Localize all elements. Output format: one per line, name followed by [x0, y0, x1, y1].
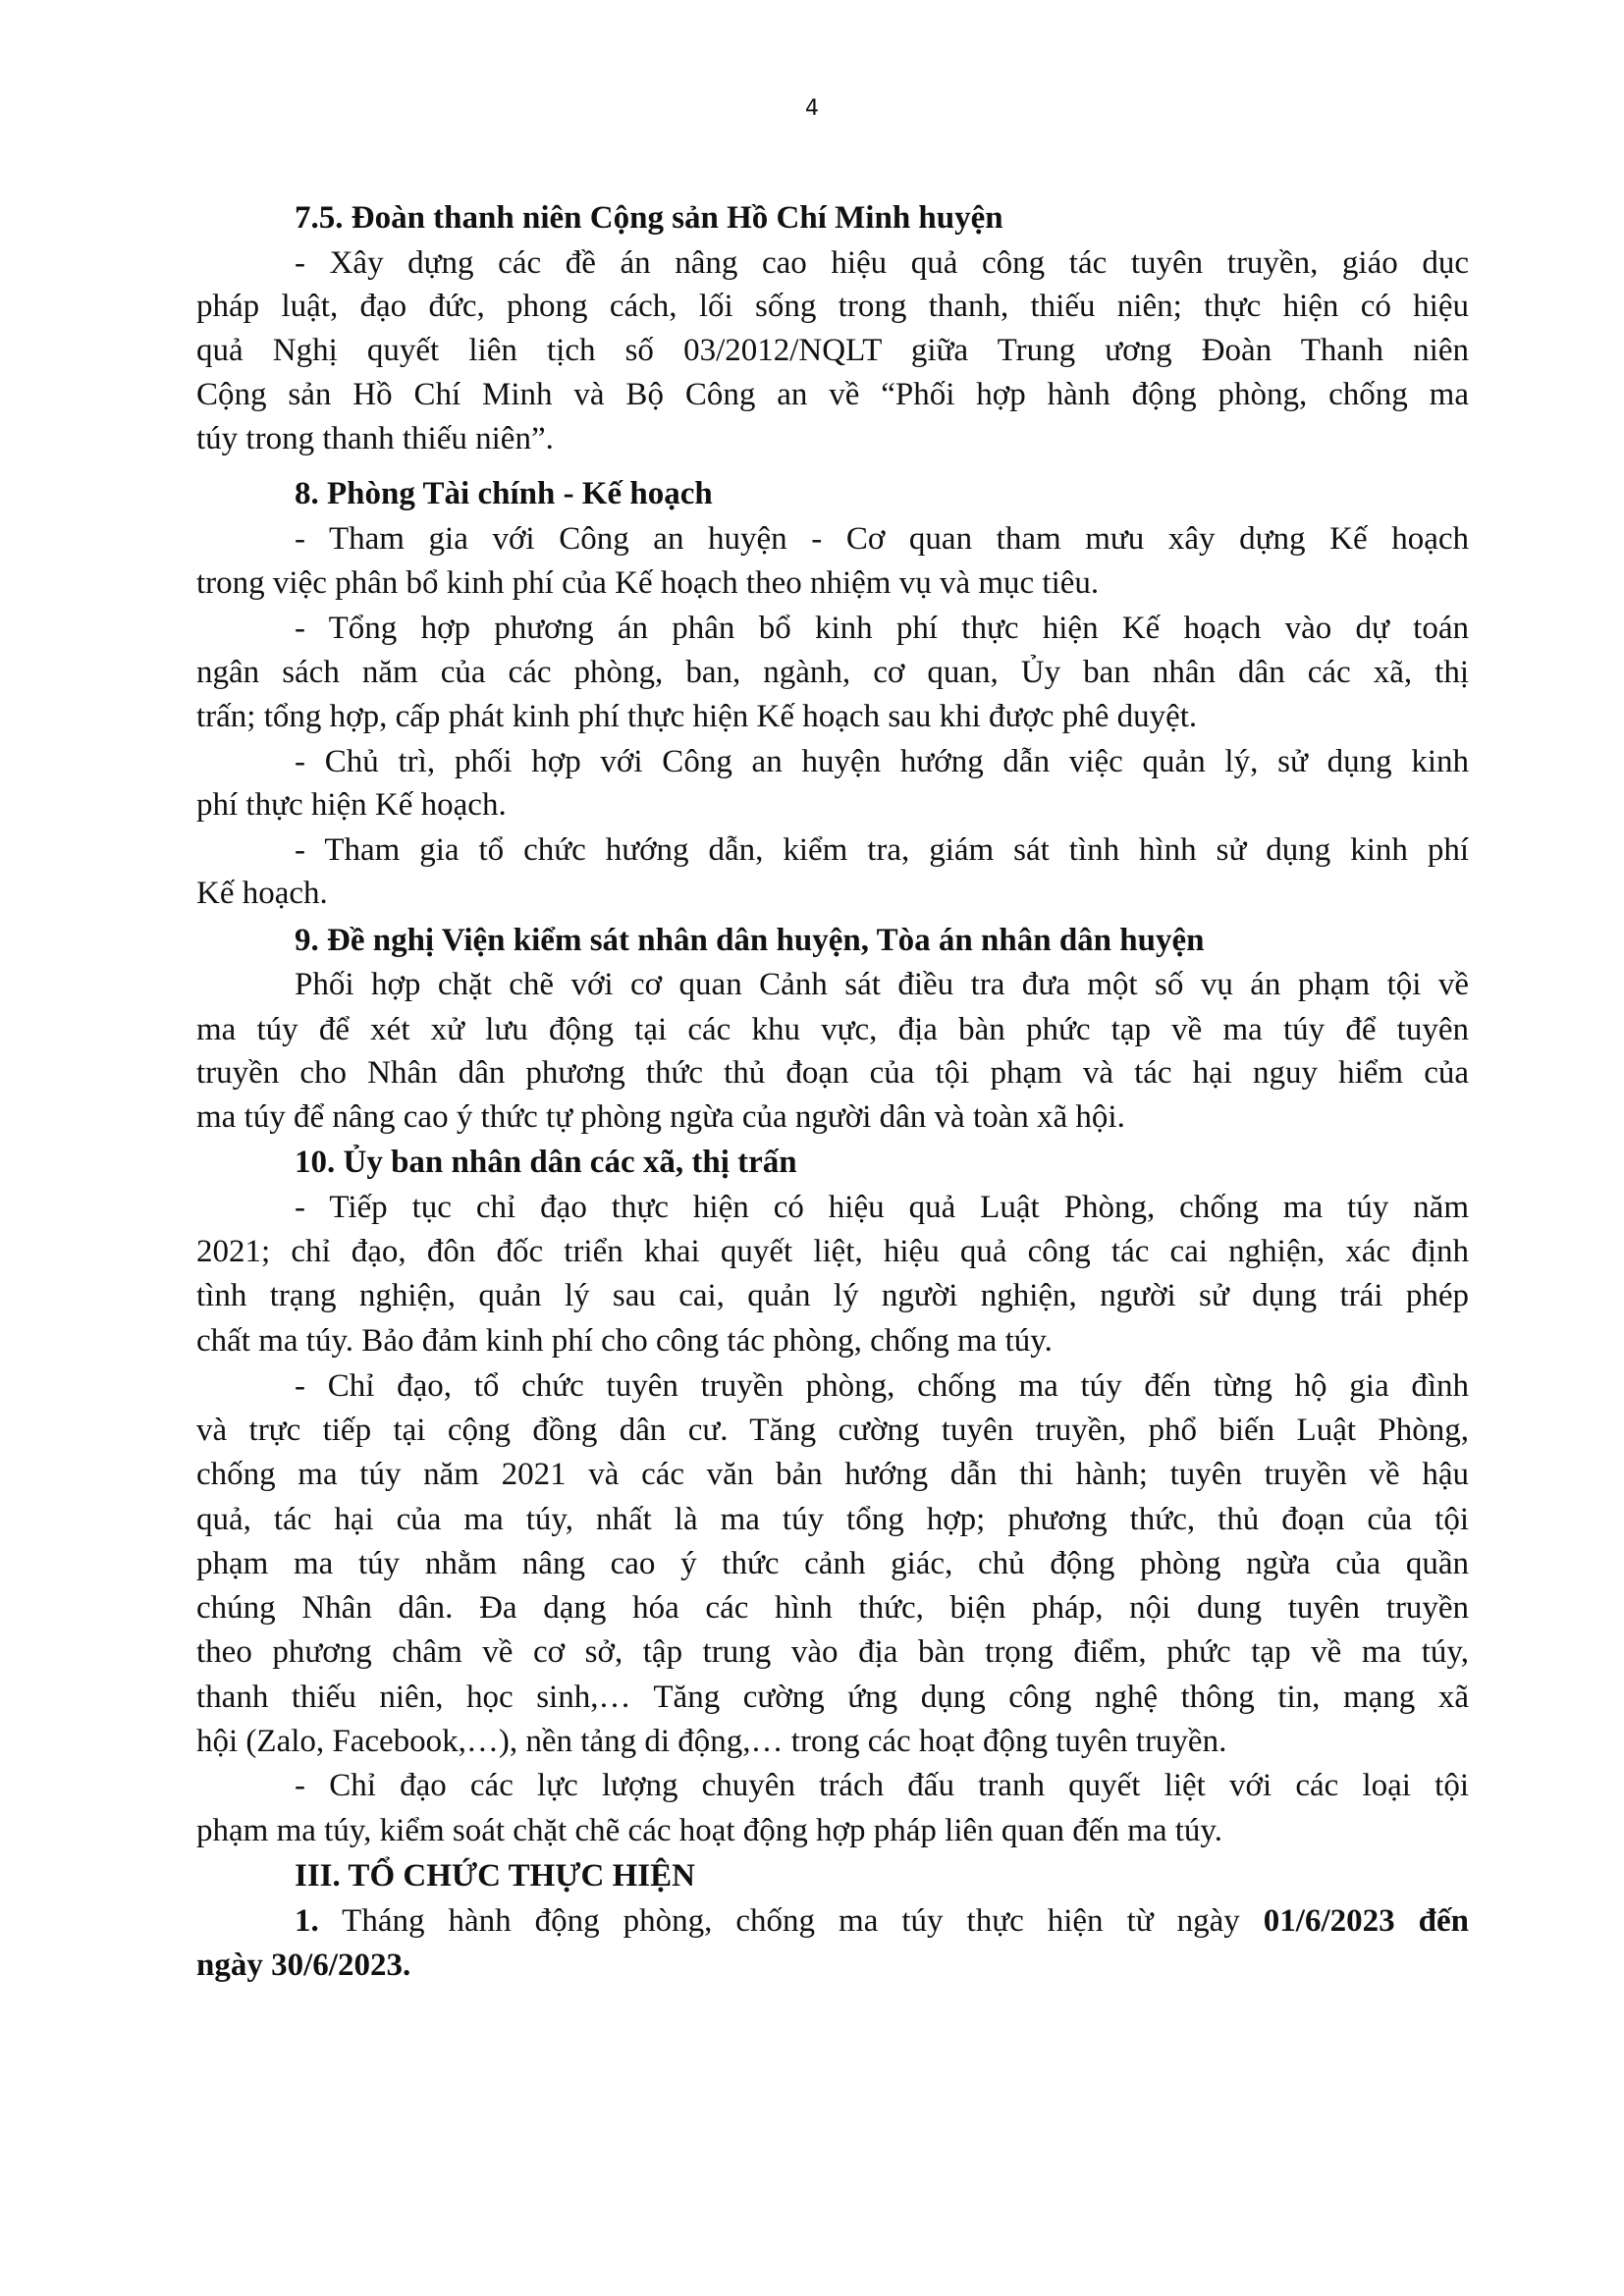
paragraph-line: - Chỉ đạo, tổ chức tuyên truyền phòng, chống ma túy đến từng hộ gia đình: [295, 1368, 1469, 1404]
paragraph-line: quả, tác hại của ma túy, nhất là ma túy tổng hợp; phương thức, thủ đoạn của tội: [196, 1502, 1469, 1537]
section-heading-8: 8. Phòng Tài chính - Kế hoạch: [295, 476, 713, 511]
paragraph-line: theo phương châm về cơ sở, tập trung vào địa bàn trọng điểm, phức tạp về ma túy,: [196, 1634, 1469, 1670]
paragraph-line: thanh thiếu niên, học sinh,… Tăng cường ứng dụng công nghệ thông tin, mạng xã: [196, 1680, 1469, 1715]
paragraph-line: truyền cho Nhân dân phương thức thủ đoạn của tội phạm và tác hại nguy hiểm của: [196, 1055, 1469, 1091]
paragraph-line: ma túy để nâng cao ý thức tự phòng ngừa của người dân và toàn xã hội.: [196, 1099, 1125, 1135]
paragraph-line: [295, 1901, 1469, 1941]
paragraph-line: và trực tiếp tại cộng đồng dân cư. Tăng cường tuyên truyền, phổ biến Luật Phòng,: [196, 1413, 1469, 1448]
paragraph-line: pháp luật, đạo đức, phong cách, lối sống trong thanh, thiếu niên; thực hiện có hiệu: [196, 289, 1469, 324]
section-heading-7-5: 7.5. Đoàn thanh niên Cộng sản Hồ Chí Minh huyện: [295, 200, 1003, 236]
paragraph-line: - Tiếp tục chỉ đạo thực hiện có hiệu quả Luật Phòng, chống ma túy năm: [295, 1190, 1469, 1225]
paragraph-line: túy trong thanh thiếu niên”.: [196, 421, 554, 456]
paragraph-line: trấn; tổng hợp, cấp phát kinh phí thực hiện Kế hoạch sau khi được phê duyệt.: [196, 699, 1198, 734]
paragraph-line: chất ma túy. Bảo đảm kinh phí cho công tác phòng, chống ma túy.: [196, 1323, 1053, 1359]
paragraph-line: tình trạng nghiện, quản lý sau cai, quản lý người nghiện, người sử dụng trái phép: [196, 1278, 1469, 1313]
paragraph-line: 2021; chỉ đạo, đôn đốc triển khai quyết liệt, hiệu quả công tác cai nghiện, xác định: [196, 1234, 1469, 1269]
section-heading-10: 10. Ủy ban nhân dân các xã, thị trấn: [295, 1145, 797, 1180]
item-number: 1.: [295, 1903, 319, 1939]
section-heading-9: 9. Đề nghị Viện kiểm sát nhân dân huyện, Tòa án nhân dân huyện: [295, 923, 1205, 958]
paragraph-line: Cộng sản Hồ Chí Minh và Bộ Công an về “Phối hợp hành động phòng, chống ma: [196, 377, 1469, 412]
paragraph-line: chúng Nhân dân. Đa dạng hóa các hình thức, biện pháp, nội dung tuyên truyền: [196, 1590, 1469, 1626]
paragraph-line: phạm ma túy nhằm nâng cao ý thức cảnh giác, chủ động phòng ngừa của quần: [196, 1546, 1469, 1581]
item-text: Tháng hành động phòng, chống ma túy thực hiện từ ngày: [318, 1903, 1264, 1939]
paragraph-line: - Chủ trì, phối hợp với Công an huyện hướng dẫn việc quản lý, sử dụng kinh: [295, 744, 1469, 779]
paragraph-line: - Tham gia với Công an huyện - Cơ quan tham mưu xây dựng Kế hoạch: [295, 521, 1469, 557]
paragraph-line: - Xây dựng các đề án nâng cao hiệu quả công tác tuyên truyền, giáo dục: [295, 245, 1469, 281]
paragraph-line: ngân sách năm của các phòng, ban, ngành, cơ quan, Ủy ban nhân dân các xã, thị: [196, 655, 1469, 690]
paragraph-line: phạm ma túy, kiểm soát chặt chẽ các hoạt động hợp pháp liên quan đến ma túy.: [196, 1813, 1223, 1848]
item-date-start: 01/6/2023 đến: [1263, 1903, 1469, 1939]
paragraph-line: ma túy để xét xử lưu động tại các khu vực, địa bàn phức tạp về ma túy để tuyên: [196, 1012, 1469, 1047]
paragraph-line: hội (Zalo, Facebook,…), nền tảng di động,… trong các hoạt động tuyên truyền.: [196, 1724, 1227, 1759]
paragraph-line: quả Nghị quyết liên tịch số 03/2012/NQLT giữa Trung ương Đoàn Thanh niên: [196, 333, 1469, 368]
section-heading-III: III. TỔ CHỨC THỰC HIỆN: [295, 1858, 695, 1894]
paragraph-line: - Tổng hợp phương án phân bổ kinh phí thực hiện Kế hoạch vào dự toán: [295, 611, 1469, 646]
paragraph-line: trong việc phân bổ kinh phí của Kế hoạch theo nhiệm vụ và mục tiêu.: [196, 565, 1100, 601]
paragraph-line: - Chỉ đạo các lực lượng chuyên trách đấu tranh quyết liệt với các loại tội: [295, 1768, 1469, 1803]
paragraph-line: Phối hợp chặt chẽ với cơ quan Cảnh sát điều tra đưa một số vụ án phạm tội về: [295, 967, 1469, 1002]
paragraph-line: phí thực hiện Kế hoạch.: [196, 787, 507, 823]
page-number: 4: [805, 96, 819, 121]
paragraph-line: Kế hoạch.: [196, 876, 328, 911]
paragraph-line: chống ma túy năm 2021 và các văn bản hướng dẫn thi hành; tuyên truyền về hậu: [196, 1457, 1469, 1492]
paragraph-line: - Tham gia tổ chức hướng dẫn, kiểm tra, giám sát tình hình sử dụng kinh phí: [295, 832, 1469, 868]
item-date-end: ngày 30/6/2023.: [196, 1948, 411, 1983]
